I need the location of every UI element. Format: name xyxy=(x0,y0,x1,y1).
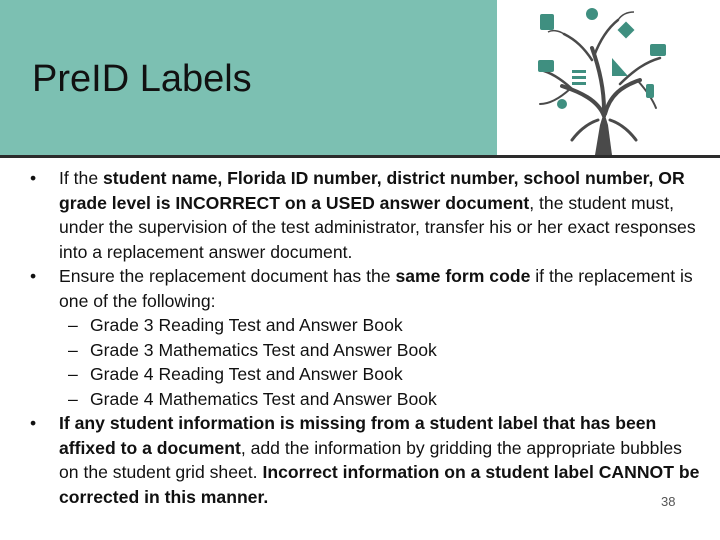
page-number: 38 xyxy=(661,494,676,509)
bullet-text: Ensure the replacement document has the xyxy=(59,266,396,286)
bullet-marker: • xyxy=(30,413,37,433)
bullet-item xyxy=(30,264,700,313)
dash-marker: – xyxy=(68,388,78,409)
slide-title: PreID Labels xyxy=(32,58,252,100)
bullet-text: if the replacement is one of the following: xyxy=(59,266,693,311)
bullet-bold-text: student name, Florida ID number, district number, school number, OR grade level is INCORRECT on a USED answer document xyxy=(59,168,685,213)
sub-bullet-item xyxy=(30,338,700,363)
bullet-item xyxy=(30,411,700,509)
dash-marker: – xyxy=(68,364,78,384)
dash-marker: – xyxy=(68,315,78,335)
tree-icon xyxy=(500,0,720,155)
bullet-text: , add the information by gridding the appropriate bubbles on the student grid sheet. xyxy=(59,437,682,482)
slide-body xyxy=(30,166,700,509)
bullet-bold-text: same form code xyxy=(395,266,531,286)
bullet-text: If the xyxy=(59,168,104,188)
sub-bullet-text: Grade 4 Mathematics Test and Answer Book xyxy=(90,388,437,409)
bullet-item xyxy=(30,166,700,264)
sub-bullet-text: Grade 4 Reading Test and Answer Book xyxy=(90,364,403,384)
bullet-text: , the student must, under the supervision of the test administrator, transfer his or her exact responses into a replacement answer document. xyxy=(59,192,696,262)
bullet-bold-text: If any student information is missing from a student label that has been affixed to a document xyxy=(59,413,657,458)
sub-bullet-item xyxy=(30,362,700,387)
bullet-bold-text: Incorrect information on a student label CANNOT be corrected in this manner. xyxy=(59,462,700,507)
bullet-marker: • xyxy=(30,266,37,286)
bullet-marker: • xyxy=(30,168,37,188)
sub-bullet-text: Grade 3 Mathematics Test and Answer Book xyxy=(90,339,437,360)
sub-bullet-item xyxy=(30,387,700,412)
sub-bullet-item xyxy=(30,313,700,338)
header-rule xyxy=(0,155,720,158)
sub-bullet-text: Grade 3 Reading Test and Answer Book xyxy=(90,315,403,335)
dash-marker: – xyxy=(68,339,78,360)
